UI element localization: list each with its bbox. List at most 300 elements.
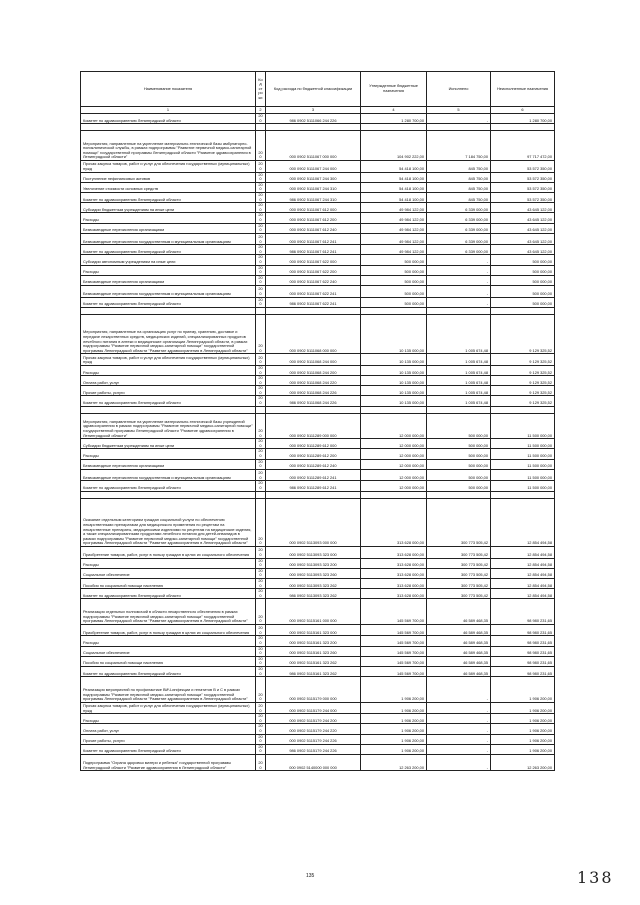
cell-budget-code: 000 0902 5111067 622 240: [266, 275, 361, 285]
cell-code: 200: [256, 624, 266, 636]
cell-budget-code: 000 0902 5111289 612 240: [266, 459, 361, 469]
cell-budget-code: 000 0902 5115161 323 200: [266, 636, 361, 646]
cell-executed: -: [427, 255, 491, 265]
cell-executed: 500 000,00: [427, 481, 491, 491]
cell-approved: 12 000 000,00: [361, 481, 427, 491]
table-row: [81, 734, 555, 744]
cell-code: 200: [256, 131, 266, 161]
cell-executed: 500 000,00: [427, 469, 491, 481]
cell-name: Приобретение товаров, работ, услуг в пользу граждан в целях их социального обеспечения: [81, 624, 256, 636]
cell-code: 200: [256, 223, 266, 233]
cell-unexecuted: 11 500 000,00: [491, 481, 555, 491]
table-row: [81, 744, 555, 754]
cell-approved: 10 135 000,00: [361, 376, 427, 386]
col-number-1: 1: [81, 107, 256, 114]
cell-unexecuted: 1 906 200,00: [491, 714, 555, 724]
empty-cell: [81, 307, 256, 314]
cell-executed: 500 000,00: [427, 413, 491, 439]
cell-budget-code: 986 0902 5115161 323 262: [266, 667, 361, 677]
cell-budget-code: 000 0902 5115161 323 000: [266, 624, 361, 636]
cell-name: Расходы: [81, 636, 256, 646]
cell-approved: 500 000,00: [361, 265, 427, 275]
cell-name: Расходы: [81, 365, 256, 375]
cell-approved: 145 569 700,00: [361, 599, 427, 625]
cell-executed: -: [427, 702, 491, 714]
table-row: [81, 354, 555, 366]
table-row: [81, 702, 555, 714]
cell-code: 200: [256, 481, 266, 491]
empty-cell: [491, 307, 555, 314]
empty-cell: [256, 406, 266, 413]
cell-unexecuted: 11 500 000,00: [491, 469, 555, 481]
cell-executed: -: [427, 724, 491, 734]
cell-name: Комитет по здравоохранению Ленинградской области: [81, 589, 256, 599]
cell-approved: 54 418 100,00: [361, 172, 427, 182]
cell-approved: 54 418 100,00: [361, 160, 427, 172]
cell-budget-code: 986 0902 5111289 612 241: [266, 481, 361, 491]
cell-executed: -: [427, 114, 491, 124]
cell-budget-code: 000 0902 5115179 000 000: [266, 677, 361, 703]
cell-unexecuted: 43 645 122,00: [491, 245, 555, 255]
empty-cell: [491, 406, 555, 413]
cell-code: 200: [256, 677, 266, 703]
cell-code: 200: [256, 354, 266, 366]
cell-unexecuted: 12 854 494,58: [491, 568, 555, 578]
empty-cell: [81, 124, 256, 131]
cell-unexecuted: 1 906 200,00: [491, 702, 555, 714]
cell-unexecuted: 9 129 325,52: [491, 386, 555, 396]
cell-executed: -: [427, 286, 491, 298]
cell-code: 200: [256, 734, 266, 744]
cell-approved: 49 984 122,00: [361, 223, 427, 233]
cell-unexecuted: 1 280 700,00: [491, 114, 555, 124]
cell-executed: 6 339 000,00: [427, 203, 491, 213]
cell-code: 200: [256, 203, 266, 213]
cell-name: Комитет по здравоохранению Ленинградской области: [81, 396, 256, 406]
cell-budget-code: 000 0902 5111067 612 241: [266, 233, 361, 245]
table-row: [81, 469, 555, 481]
table-row: [81, 213, 555, 223]
cell-approved: 313 628 000,00: [361, 589, 427, 599]
page-number: 135: [306, 873, 315, 879]
table-header: [81, 72, 555, 114]
cell-code: 200: [256, 114, 266, 124]
cell-approved: 500 000,00: [361, 286, 427, 298]
table-row: [81, 413, 555, 439]
cell-approved: 49 984 122,00: [361, 233, 427, 245]
cell-approved: 500 000,00: [361, 255, 427, 265]
cell-budget-code: 000 0902 5111068 244 000: [266, 354, 361, 366]
cell-executed: 46 589 468,35: [427, 656, 491, 666]
cell-budget-code: 986 0902 5111067 622 241: [266, 297, 361, 307]
cell-executed: -: [427, 714, 491, 724]
cell-executed: 1 005 674,48: [427, 354, 491, 366]
cell-executed: 46 589 468,35: [427, 646, 491, 656]
table-row: [81, 297, 555, 307]
cell-approved: 12 000 000,00: [361, 459, 427, 469]
cell-name: Реализация мероприятий по профилактике ВИЧ-инфекции и гепатитов В и С в рамках подпрограммы "Развитие первичной медико-санитарной помощи" государственной программы Ленинградской области "Развитие здравоохранения в Ленинградской области": [81, 677, 256, 703]
cell-approved: 49 984 122,00: [361, 245, 427, 255]
cell-unexecuted: 43 645 122,00: [491, 233, 555, 245]
cell-approved: 1 906 200,00: [361, 734, 427, 744]
cell-unexecuted: 12 854 494,58: [491, 498, 555, 547]
cell-unexecuted: 98 980 231,65: [491, 656, 555, 666]
cell-approved: 10 135 000,00: [361, 354, 427, 366]
col-number-3: 3: [266, 107, 361, 114]
empty-cell: [256, 124, 266, 131]
cell-name: Безвозмездные перечисления государственным и муниципальным организациям: [81, 233, 256, 245]
table-row: [81, 131, 555, 161]
cell-code: 200: [256, 589, 266, 599]
table-row: [81, 182, 555, 192]
cell-code: 200: [256, 172, 266, 182]
cell-name: Мероприятия, направленные на укрепление материально-технической базы амбулаторно-поликлинической службы, в рамках подпрограммы "Развитие первичной медико-санитарной помощи" государственной программы Ленинградской области "Развитие здравоохранения в Ленинградской области": [81, 131, 256, 161]
cell-approved: 145 569 700,00: [361, 656, 427, 666]
cell-approved: 1 906 200,00: [361, 714, 427, 724]
cell-executed: 300 773 505,42: [427, 568, 491, 578]
cell-executed: 300 773 505,42: [427, 589, 491, 599]
spacer-row: [81, 491, 555, 498]
header-code: Код строки: [256, 72, 266, 107]
cell-name: Комитет по здравоохранению Ленинградской области: [81, 297, 256, 307]
cell-budget-code: 986 0902 5111067 244 310: [266, 192, 361, 202]
cell-code: 200: [256, 667, 266, 677]
cell-budget-code: 000 0902 5111067 622 241: [266, 286, 361, 298]
cell-budget-code: 986 0902 5115179 244 226: [266, 744, 361, 754]
table-row: [81, 192, 555, 202]
cell-code: 200: [256, 724, 266, 734]
header-budget-code: Код расхода по бюджетной классификации: [266, 72, 361, 107]
cell-name: Расходы: [81, 449, 256, 459]
cell-approved: 1 906 200,00: [361, 677, 427, 703]
cell-budget-code: 986 0902 5113093 323 262: [266, 589, 361, 599]
cell-approved: 10 135 000,00: [361, 365, 427, 375]
table-row: [81, 439, 555, 449]
cell-code: 200: [256, 160, 266, 172]
cell-unexecuted: 12 263 200,00: [491, 755, 555, 771]
cell-approved: 313 628 000,00: [361, 498, 427, 547]
cell-code: 200: [256, 245, 266, 255]
cell-name: Комитет по здравоохранению Ленинградской области: [81, 744, 256, 754]
empty-cell: [81, 491, 256, 498]
cell-approved: 12 000 000,00: [361, 449, 427, 459]
cell-approved: 145 569 700,00: [361, 667, 427, 677]
cell-executed: 46 589 468,35: [427, 636, 491, 646]
col-number-4: 4: [361, 107, 427, 114]
cell-code: 200: [256, 459, 266, 469]
cell-executed: -: [427, 744, 491, 754]
cell-budget-code: 000 0902 5111067 244 000: [266, 160, 361, 172]
empty-cell: [361, 307, 427, 314]
cell-name: Пособия по социальной помощи населению: [81, 578, 256, 588]
budget-table: [80, 71, 555, 771]
cell-name: Прочие работы, услуги: [81, 386, 256, 396]
cell-code: 200: [256, 439, 266, 449]
cell-executed: 845 750,00: [427, 160, 491, 172]
table-row: [81, 449, 555, 459]
cell-code: 200: [256, 314, 266, 354]
cell-budget-code: 000 0902 5111067 622 200: [266, 265, 361, 275]
cell-budget-code: 000 0902 5115179 244 226: [266, 734, 361, 744]
cell-unexecuted: 500 000,00: [491, 297, 555, 307]
cell-executed: 500 000,00: [427, 449, 491, 459]
table-row: [81, 589, 555, 599]
cell-code: 200: [256, 558, 266, 568]
table-row: [81, 386, 555, 396]
cell-budget-code: 000 0902 5113093 323 200: [266, 558, 361, 568]
cell-budget-code: 986 0902 5111066 244 226: [266, 114, 361, 124]
cell-executed: 300 773 505,42: [427, 578, 491, 588]
empty-cell: [427, 406, 491, 413]
cell-unexecuted: 500 000,00: [491, 265, 555, 275]
table-row: [81, 114, 555, 124]
cell-code: 200: [256, 297, 266, 307]
cell-executed: -: [427, 297, 491, 307]
cell-name: Оплата работ, услуг: [81, 724, 256, 734]
cell-executed: 300 773 505,42: [427, 558, 491, 568]
cell-budget-code: 000 0902 5115179 244 220: [266, 724, 361, 734]
cell-approved: 500 000,00: [361, 297, 427, 307]
cell-name: Оплата работ, услуг: [81, 376, 256, 386]
spacer-row: [81, 124, 555, 131]
cell-name: Комитет по здравоохранению Ленинградской области: [81, 245, 256, 255]
cell-code: 200: [256, 182, 266, 192]
cell-unexecuted: 12 854 494,58: [491, 558, 555, 568]
cell-code: 200: [256, 636, 266, 646]
header-approved: Утвержденные бюджетные назначения: [361, 72, 427, 107]
empty-cell: [266, 124, 361, 131]
cell-approved: 12 000 000,00: [361, 413, 427, 439]
cell-approved: 145 569 700,00: [361, 636, 427, 646]
cell-name: Расходы: [81, 558, 256, 568]
cell-budget-code: 000 0902 5111067 622 000: [266, 255, 361, 265]
cell-executed: -: [427, 755, 491, 771]
cell-code: 200: [256, 233, 266, 245]
cell-approved: 1 906 200,00: [361, 702, 427, 714]
cell-name: Поступление нефинансовых активов: [81, 172, 256, 182]
cell-budget-code: 000 0902 5115161 000 000: [266, 599, 361, 625]
table-row: [81, 624, 555, 636]
cell-code: 200: [256, 498, 266, 547]
empty-cell: [361, 124, 427, 131]
table-row: [81, 636, 555, 646]
cell-executed: -: [427, 275, 491, 285]
table-row: [81, 459, 555, 469]
empty-cell: [361, 406, 427, 413]
cell-budget-code: 000 0902 5111068 000 000: [266, 314, 361, 354]
table-row: [81, 667, 555, 677]
cell-budget-code: 000 0902 5113093 323 260: [266, 568, 361, 578]
table-row: [81, 558, 555, 568]
table-row: [81, 365, 555, 375]
cell-budget-code: 000 0902 5111067 244 300: [266, 172, 361, 182]
cell-executed: -: [427, 265, 491, 275]
cell-unexecuted: 11 500 000,00: [491, 449, 555, 459]
cell-code: 200: [256, 702, 266, 714]
cell-name: Комитет по здравоохранению Ленинградской области: [81, 667, 256, 677]
cell-executed: 300 773 505,42: [427, 547, 491, 559]
cell-code: 200: [256, 275, 266, 285]
cell-unexecuted: 97 717 472,00: [491, 131, 555, 161]
cell-approved: 54 418 100,00: [361, 192, 427, 202]
cell-approved: 49 984 122,00: [361, 213, 427, 223]
empty-cell: [256, 307, 266, 314]
table-row: [81, 578, 555, 588]
cell-code: 200: [256, 599, 266, 625]
table-row: [81, 314, 555, 354]
cell-code: 200: [256, 396, 266, 406]
cell-executed: 1 005 674,48: [427, 396, 491, 406]
cell-unexecuted: 500 000,00: [491, 286, 555, 298]
cell-code: 200: [256, 413, 266, 439]
cell-code: 200: [256, 192, 266, 202]
cell-unexecuted: 98 980 231,65: [491, 599, 555, 625]
cell-name: Мероприятия, направленные на организацию услуг по приему, хранению, доставке и передаче лекарственных средств, медицинских изделий, специализированных продуктов лечебного питания в аптеки и медицинские организации Ленинградской области, в рамках подпрограммы "Развитие первичной медико-санитарной помощи" государственной программы Ленинградской области "Развитие здравоохранения в Ленинградской области": [81, 314, 256, 354]
table-row: [81, 481, 555, 491]
cell-unexecuted: 1 906 200,00: [491, 677, 555, 703]
cell-approved: 313 628 000,00: [361, 558, 427, 568]
cell-budget-code: 000 0902 5115161 323 262: [266, 656, 361, 666]
cell-approved: 500 000,00: [361, 275, 427, 285]
cell-unexecuted: 53 572 350,00: [491, 192, 555, 202]
cell-unexecuted: 500 000,00: [491, 255, 555, 265]
cell-budget-code: 000 0902 5115161 323 260: [266, 646, 361, 656]
cell-executed: 46 589 468,35: [427, 667, 491, 677]
handwritten-page-stamp: 138: [577, 868, 614, 887]
table-row: [81, 498, 555, 547]
cell-name: Комитет по здравоохранению Ленинградской области: [81, 192, 256, 202]
cell-name: Прочая закупка товаров, работ и услуг для обеспечения государственных (муниципальных) нужд: [81, 702, 256, 714]
cell-executed: 300 773 505,42: [427, 498, 491, 547]
cell-executed: 46 589 468,35: [427, 624, 491, 636]
cell-name: Реализация отдельных полномочий в области лекарственного обеспечения в рамках подпрограммы "Развитие первичной медико-санитарной помощи" государственной программы Ленинградской области "Развитие здравоохранения в Ленинградской области": [81, 599, 256, 625]
cell-name: Расходы: [81, 213, 256, 223]
cell-budget-code: 000 0902 5111289 612 000: [266, 439, 361, 449]
cell-unexecuted: 500 000,00: [491, 275, 555, 285]
cell-approved: 1 906 200,00: [361, 724, 427, 734]
cell-unexecuted: 9 129 325,52: [491, 354, 555, 366]
cell-code: 200: [256, 365, 266, 375]
cell-executed: 1 005 674,48: [427, 386, 491, 396]
table-body: [81, 114, 555, 771]
cell-executed: 6 339 000,00: [427, 223, 491, 233]
cell-code: 200: [256, 568, 266, 578]
cell-unexecuted: 53 572 350,00: [491, 172, 555, 182]
cell-budget-code: 000 0902 5111289 612 241: [266, 469, 361, 481]
cell-approved: 49 984 122,00: [361, 203, 427, 213]
cell-name: Подпрограмма "Охрана здоровья матери и ребенка" государственной программы Ленинградской области "Развитие здравоохранения в Ленинградской области": [81, 755, 256, 771]
cell-unexecuted: 11 500 000,00: [491, 413, 555, 439]
table-row: [81, 233, 555, 245]
empty-cell: [491, 491, 555, 498]
cell-executed: 845 750,00: [427, 182, 491, 192]
cell-name: Мероприятия, направленные на укрепление материально-технической базы учреждений здравоохранения в рамках подпрограммы "Развитие первичной медико-санитарной помощи" государственной программы Ленинградской области "Развитие здравоохранения в Ленинградской области": [81, 413, 256, 439]
cell-unexecuted: 43 645 122,00: [491, 223, 555, 233]
cell-executed: 845 750,00: [427, 172, 491, 182]
cell-approved: 145 569 700,00: [361, 646, 427, 656]
cell-executed: 7 184 750,00: [427, 131, 491, 161]
cell-name: Увеличение стоимости основных средств: [81, 182, 256, 192]
col-number-6: 6: [491, 107, 555, 114]
empty-cell: [256, 491, 266, 498]
cell-budget-code: 000 0902 5111289 000 000: [266, 413, 361, 439]
cell-approved: 313 628 000,00: [361, 578, 427, 588]
cell-executed: 500 000,00: [427, 459, 491, 469]
cell-budget-code: 000 0902 5115179 244 200: [266, 714, 361, 724]
cell-approved: 12 263 200,00: [361, 755, 427, 771]
cell-unexecuted: 1 906 200,00: [491, 744, 555, 754]
cell-approved: 54 418 100,00: [361, 182, 427, 192]
cell-code: 200: [256, 449, 266, 459]
cell-unexecuted: 12 854 494,58: [491, 547, 555, 559]
cell-name: Субсидии бюджетным учреждениям на иные цели: [81, 203, 256, 213]
empty-cell: [266, 406, 361, 413]
cell-executed: 500 000,00: [427, 439, 491, 449]
cell-unexecuted: 12 854 494,58: [491, 578, 555, 588]
empty-cell: [266, 491, 361, 498]
cell-name: Прочая закупка товаров, работ и услуг для обеспечения государственных (муниципальных) нужд: [81, 160, 256, 172]
table-row: [81, 755, 555, 771]
cell-unexecuted: 1 906 200,00: [491, 724, 555, 734]
header-executed: Исполнено: [427, 72, 491, 107]
cell-code: 200: [256, 578, 266, 588]
table-row: [81, 396, 555, 406]
cell-budget-code: 000 0902 5111068 244 226: [266, 386, 361, 396]
cell-code: 200: [256, 547, 266, 559]
cell-approved: 1 906 200,00: [361, 744, 427, 754]
cell-budget-code: 986 0902 5111067 612 241: [266, 245, 361, 255]
cell-approved: 313 628 000,00: [361, 547, 427, 559]
table-row: [81, 172, 555, 182]
table-row: [81, 568, 555, 578]
cell-approved: 104 902 222,00: [361, 131, 427, 161]
cell-executed: 1 005 674,48: [427, 314, 491, 354]
cell-name: Прочие работы, услуги: [81, 734, 256, 744]
spacer-row: [81, 307, 555, 314]
table-row: [81, 223, 555, 233]
empty-cell: [361, 491, 427, 498]
cell-approved: 12 000 000,00: [361, 469, 427, 481]
table-row: [81, 646, 555, 656]
cell-budget-code: 000 0902 5113093 000 000: [266, 498, 361, 547]
cell-executed: 46 589 468,35: [427, 599, 491, 625]
cell-approved: 12 000 000,00: [361, 439, 427, 449]
header-unexecuted: Неисполненные назначения: [491, 72, 555, 107]
cell-unexecuted: 98 980 231,65: [491, 636, 555, 646]
cell-executed: 6 339 000,00: [427, 213, 491, 223]
cell-name: Безвозмездные перечисления государственным и муниципальным организациям: [81, 469, 256, 481]
cell-approved: 313 628 000,00: [361, 568, 427, 578]
cell-name: Субсидии бюджетным учреждениям на иные цели: [81, 439, 256, 449]
cell-budget-code: 000 0902 5113093 323 262: [266, 578, 361, 588]
cell-budget-code: 000 0902 5111067 612 240: [266, 223, 361, 233]
cell-code: 200: [256, 386, 266, 396]
empty-cell: [491, 124, 555, 131]
table-row: [81, 714, 555, 724]
cell-name: Безвозмездные перечисления государственным и муниципальным организациям: [81, 286, 256, 298]
cell-name: Прочая закупка товаров, работ и услуг для обеспечения государственных (муниципальных) нужд: [81, 354, 256, 366]
cell-approved: 145 569 700,00: [361, 624, 427, 636]
col-number-5: 5: [427, 107, 491, 114]
cell-unexecuted: 9 129 325,52: [491, 365, 555, 375]
cell-code: 200: [256, 646, 266, 656]
col-number-2: 2: [256, 107, 266, 114]
cell-budget-code: 000 0902 5111067 612 200: [266, 213, 361, 223]
cell-name: Безвозмездные перечисления организациям: [81, 223, 256, 233]
cell-name: Комитет по здравоохранению Ленинградской области: [81, 114, 256, 124]
table-row: [81, 255, 555, 265]
empty-cell: [427, 307, 491, 314]
